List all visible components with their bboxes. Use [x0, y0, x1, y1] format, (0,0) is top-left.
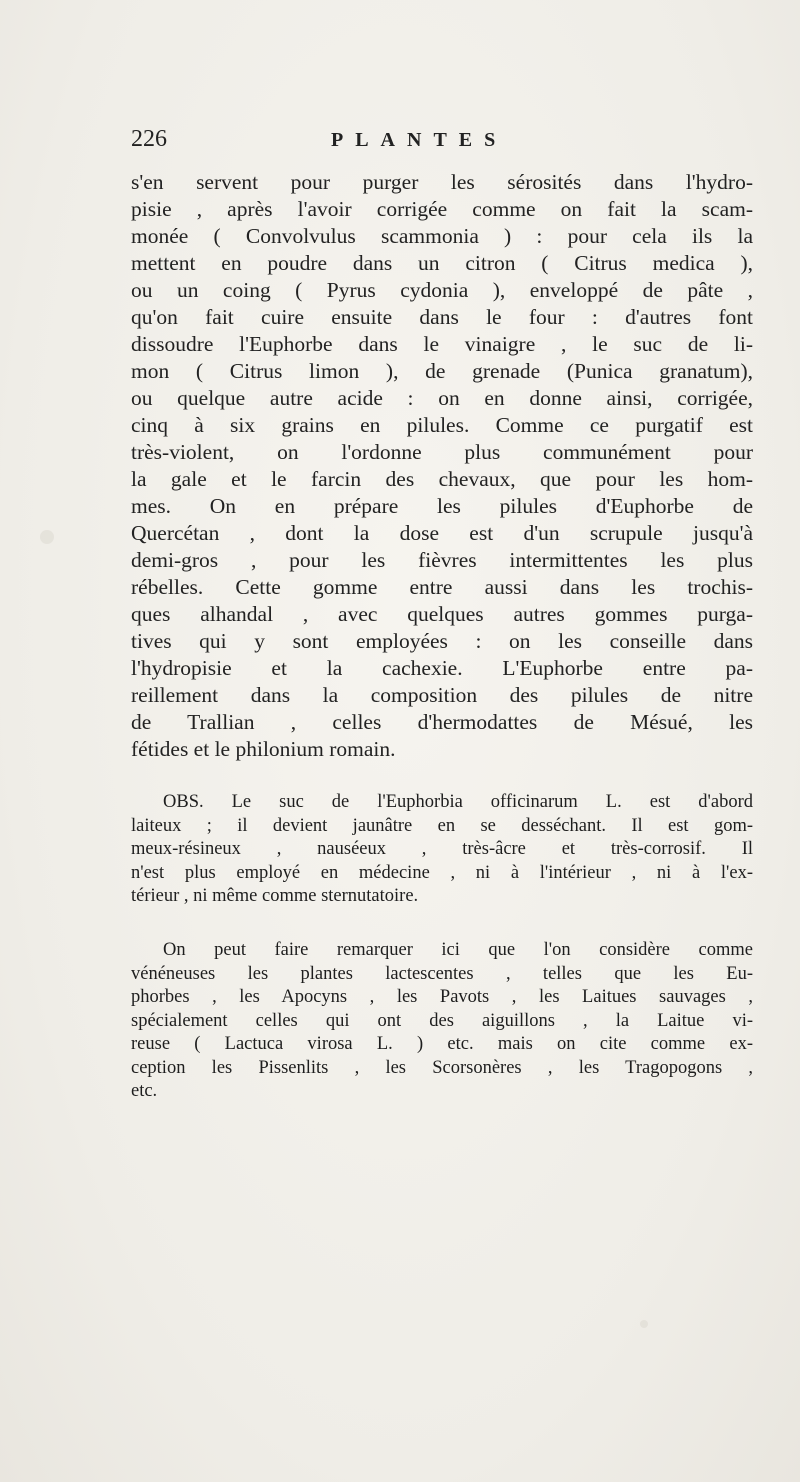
text-line: vénéneuses les plantes lactescentes , telles que les Eu-	[131, 963, 753, 984]
text-line: ception les Pissenlits , les Scorsonères , les Tragopogons ,	[131, 1057, 753, 1078]
text-line: tives qui y sont employées : on les conseille dans	[131, 629, 753, 653]
text-line: rébelles. Cette gomme entre aussi dans les trochis-	[131, 575, 753, 599]
text-line: de Trallian , celles d'hermodattes de Mésué, les	[131, 710, 753, 734]
text-line: mettent en poudre dans un citron ( Citrus medica ),	[131, 251, 753, 275]
note-paragraph	[131, 939, 753, 1104]
text-line: mes. On en prépare les pilules d'Euphorbe de	[131, 494, 753, 518]
text-line: ou quelque autre acide : on en donne ainsi, corrigée,	[131, 386, 753, 410]
text-line: ques alhandal , avec quelques autres gommes purga-	[131, 602, 753, 626]
text-line: etc.	[131, 1081, 158, 1101]
text-line: meux-résineux , nauséeux , très-âcre et très-corrosif. Il	[131, 839, 753, 859]
text-line: très-violent, on l'ordonne plus communément pour	[131, 440, 753, 464]
text-line: Quercétan , dont la dose est d'un scrupule jusqu'à	[131, 521, 753, 545]
text-line: pisie , après l'avoir corrigée comme on fait la scam-	[131, 197, 753, 221]
text-line: monée ( Convolvulus scammonia ) : pour cela ils la	[131, 224, 753, 248]
page-header	[131, 126, 651, 160]
page-number: 226	[131, 126, 167, 152]
text-line: phorbes , les Apocyns , les Pavots , les Laitues sauvages ,	[131, 987, 753, 1007]
text-line: reuse ( Lactuca virosa L. ) etc. mais on cite comme ex-	[131, 1034, 753, 1054]
text-line: laiteux ; il devient jaunâtre en se desséchant. Il est gom-	[131, 815, 753, 836]
main-paragraph	[131, 169, 753, 763]
text-line: reillement dans la composition des pilules de nitre	[131, 683, 753, 707]
text-line: cinq à six grains en pilules. Comme ce purgatif est	[131, 413, 753, 437]
paper-stain	[40, 530, 54, 544]
text-line: ou un coing ( Pyrus cydonia ), enveloppé de pâte ,	[131, 278, 753, 302]
text-line: l'hydropisie et la cachexie. L'Euphorbe entre pa-	[131, 656, 753, 680]
paper-stain	[640, 1320, 648, 1328]
text-line: n'est plus employé en médecine , ni à l'intérieur , ni à l'ex-	[131, 862, 753, 883]
text-line: demi-gros , pour les fièvres intermittentes les plus	[131, 548, 753, 572]
text-line: la gale et le farcin des chevaux, que pour les hom-	[131, 467, 753, 491]
text-line: mon ( Citrus limon ), de grenade (Punica granatum),	[131, 359, 753, 383]
text-line: qu'on fait cuire ensuite dans le four : d'autres font	[131, 305, 753, 329]
text-line: On peut faire remarquer ici que l'on considère comme	[163, 940, 753, 960]
text-line: s'en servent pour purger les sérosités dans l'hydro-	[131, 170, 753, 194]
text-line: OBS. Le suc de l'Euphorbia officinarum L. est d'abord	[163, 792, 753, 812]
text-line: fétides et le philonium romain.	[131, 737, 396, 761]
text-line: térieur , ni même comme sternutatoire.	[131, 886, 419, 906]
observation-paragraph	[131, 791, 753, 909]
text-line: spécialement celles qui ont des aiguillons , la Laitue vi-	[131, 1010, 753, 1031]
text-line: dissoudre l'Euphorbe dans le vinaigre , le suc de li-	[131, 332, 753, 356]
running-head: PLANTES	[331, 129, 508, 151]
